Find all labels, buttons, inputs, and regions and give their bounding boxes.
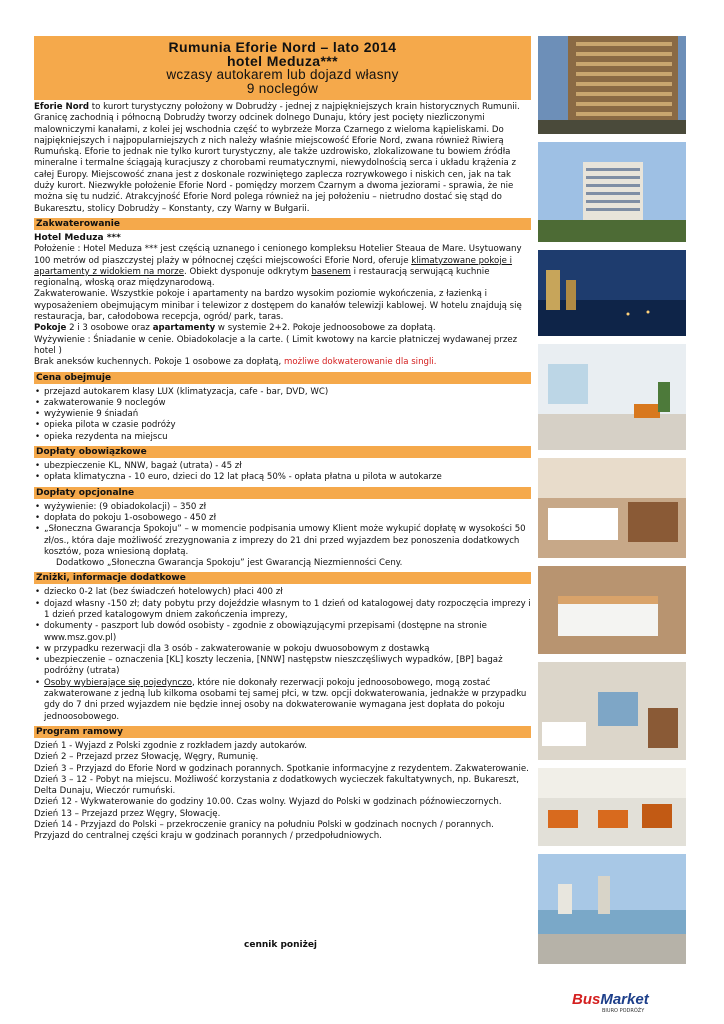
coast-night-photo bbox=[538, 250, 686, 336]
hotel-text-1: Położenie : Hotel Meduza *** jest częścią uznanego i cenionego kompleksu Hotelier Steaua de Mare. Usytuowany 100 metrów od piaszczystej plaży w północnej części miejscowości Eforie Nord, oferuje bbox=[34, 244, 522, 266]
intro-lead: Eforie Nord bbox=[34, 102, 90, 112]
cena-list bbox=[34, 387, 531, 443]
gwarancja-note: Dodatkowo „Słoneczna Gwarancja Spokoju” jest Gwarancją Niezmienności Ceny. bbox=[56, 558, 403, 569]
apartments-label: apartamenty bbox=[152, 323, 216, 334]
list-item bbox=[44, 678, 531, 723]
doplaty-opc-list bbox=[34, 502, 531, 558]
list-item: • dopłata do pokoju 1-osobowego - 450 zł bbox=[44, 513, 531, 524]
program-line: Dzień 12 - Wykwaterowanie do godziny 10.00. Czas wolny. Wyjazd do Polski w godzinach późnowieczornych. bbox=[34, 797, 502, 808]
hotel-name: Hotel Meduza *** bbox=[34, 232, 121, 243]
list-item: • wyżywienie: (9 obiadokolacji) – 350 zł bbox=[44, 502, 531, 513]
photo-column bbox=[538, 36, 686, 972]
hotel-text-2: . Obiekt dysponuje odkrytym bbox=[183, 266, 312, 277]
singles-text: , które nie dokonały rezerwacji pokoju jednoosobowego, mogą zostać zakwaterowane z jedną lub kilkoma osobami tej samej płci, w tzw. opcji dokwaterowania, jednakże w przypadku gdy do 7 dni przed wyjazdem nie będzie innej osoby na dokwaterowanie wymagana jest dopłata do pokoju jednoosobowego. bbox=[44, 677, 527, 722]
bedroom-photo-1 bbox=[538, 458, 686, 558]
list-item: • dokumenty - paszport lub dowód osobisty - zgodnie z obowiązującymi przepisami (dostępne na stronie www.msz.gov.pl) bbox=[44, 621, 531, 644]
intro-paragraph bbox=[34, 102, 531, 215]
section-znizki: Zniżki, informacje dodatkowe bbox=[34, 572, 531, 584]
logo-market: Market bbox=[600, 991, 649, 1008]
program-line: Dzień 13 – Przejazd przez Węgry, Słowację. bbox=[34, 808, 221, 819]
hotel-room-types bbox=[34, 323, 531, 334]
list-item: • „Słoneczna Gwarancja Spokoju” – w momencie podpisania umowy Klient może wykupić dopłatę w wysokości 50 zł/os., która daje możliwość zrezygnowania z imprezy do 21 dni przed wyjazdem bez ponoszenia dodatkowych kosztów, poza wniesioną dopłatą. bbox=[44, 524, 531, 558]
price-list-note: cennik poniżej bbox=[244, 940, 318, 950]
znizki-list bbox=[34, 587, 531, 723]
list-item: • zakwaterowanie 9 noclegów bbox=[44, 398, 531, 409]
program-line: Dzień 1 - Wyjazd z Polski zgodnie z rozkładem jazdy autokarów. bbox=[34, 740, 307, 751]
logo-bus: Bus bbox=[572, 991, 601, 1008]
list-item: • przejazd autokarem klasy LUX (klimatyzacja, cafe - bar, DVD, WC) bbox=[44, 387, 531, 398]
main-column bbox=[34, 36, 531, 843]
list-item: • dziecko 0-2 lat (bez świadczeń hotelowych) płaci 400 zł bbox=[44, 587, 531, 598]
hotel-building-photo bbox=[538, 142, 686, 242]
logo-subtitle: BIURO PODRÓŻY bbox=[602, 1008, 645, 1014]
title-banner bbox=[34, 36, 531, 100]
list-item: • w przypadku rezerwacji dla 3 osób - zakwaterowanie w pokoju dwuosobowym z dostawką bbox=[44, 644, 531, 655]
list-item: • ubezpieczenie KL, NNW, bagaż (utrata) - 45 zł bbox=[44, 461, 531, 472]
program-line: Dzień 3 – 12 - Pobyt na miejscu. Możliwość korzystania z dodatkowych wycieczek fakultatywnych, np. Bukareszt, Delta Dunaju, Wieczór rumuński. bbox=[34, 774, 520, 797]
list-item: • wyżywienie 9 śniadań bbox=[44, 409, 531, 420]
hotel-rooms-link: klimatyzowane pokoje i apartamenty z widokiem na morze bbox=[34, 255, 513, 277]
program-line: Dzień 14 - Przyjazd do Polski – przekroczenie granicy na południu Polski w godzinach nocnych / porannych. Przyjazd do centralnej części kraju w godzinach porannych / przedpołudniowych. bbox=[34, 820, 494, 842]
beach-photo bbox=[538, 854, 686, 964]
list-item: • opieka rezydenta na miejscu bbox=[44, 432, 531, 443]
rooms-text-2: w systemie 2+2. Pokoje jednoosobowe za dopłatą. bbox=[215, 323, 436, 334]
hotel-board: Wyżywienie : Śniadanie w cenie. Obiadokolacje a la carte. ( Limit kwotowy na karcie płatniczej wydawanej przez hotel ) bbox=[34, 334, 518, 356]
section-doplaty-opcjonalne: Dopłaty opcjonalne bbox=[34, 487, 531, 499]
list-item: • opieka pilota w czasie podróży bbox=[44, 420, 531, 431]
hotel-rooms-desc: Zakwaterowanie. Wszystkie pokoje i apartamenty na bardzo wysokim poziomie wykończenia, z łazienką i wyposażeniem obejmującym minibar i telewizor z dostępem do kanałów telewizji kablowej. W hotelu znajdują się restauracja, bar, całodobowa recepcja, ogród/ park, taras. bbox=[34, 289, 522, 323]
list-item: • dojazd własny -150 zł; daty pobytu przy dojeździe własnym to 1 dzień od katalogowej daty rozpoczęcia imprezy i 1 dzień przed katalogowym dniem zakończenia imprezy, bbox=[44, 599, 531, 622]
hotel-kitchen bbox=[34, 357, 531, 368]
program-line: Dzień 2 – Przejazd przez Słowację, Węgry, Rumunię. bbox=[34, 752, 259, 763]
section-cena: Cena obejmuje bbox=[34, 372, 531, 384]
section-doplaty-obowiazkowe: Dopłaty obowiązkowe bbox=[34, 446, 531, 458]
bedroom-photo-2 bbox=[538, 566, 686, 654]
kitchen-text: Brak aneksów kuchennych. Pokoje 1 osobowe za dopłatą, bbox=[34, 357, 285, 368]
hotel-location bbox=[34, 244, 531, 289]
rooms-text: 2 i 3 osobowe oraz bbox=[66, 323, 153, 334]
section-program: Program ramowy bbox=[34, 726, 531, 738]
busmarket-logo bbox=[572, 992, 692, 1022]
bedroom-photo-3 bbox=[538, 662, 686, 760]
intro-text: to kurort turystyczny położony w Dobrudży - jednej z najpiękniejszych krain historycznych Rumunii. Granicę zachodnią i północną Dobrudży tworzy odcinek dolnego Dunaju, który jest pocięty niezliczonymi malowniczymi kanałami, z kolei jej wschodnia część to wybrzeże Morza Czarnego z wieloma kąpieliskami. Do najpiękniejszych i najpopularniejszych z nich należy właśnie miejscowość Eforie Nord, zwana również Riwierą Rumuńską. Eforie to jednak nie tylko kurort turystyczny, ale także uzdrowisko, zlokalizowane tu bowiem źródła mineralne i termalne ściągają kuracjuszy z chorobami reumatycznymi, niewydolnością serca i układu krążenia z całej Europy. Miejscowość znana jest z doskonale rozwiniętego zaplecza rozrywkowego i niskich cen, jak na tak duży kurort. Niezwykłe położenie Eforie Nord - pomiędzy morzem Czarnym a dwoma jeziorami - sprawia, że nie można się tu nudzić. Atrakcyjność Eforie Nord polega również na jej położeniu – nietrudno dostać się stąd do Bukaresztu, stolicy Dobrudży – Konstanty, czy Warny w Bułgarii. bbox=[34, 102, 520, 214]
list-item: • opłata klimatyczna - 10 euro, dzieci do 12 lat płacą 50% - opłata płatna u pilota w autokarze bbox=[44, 472, 531, 483]
singles-link: Osoby wybierające się pojedynczo bbox=[44, 677, 192, 688]
doplaty-obow-list bbox=[34, 461, 531, 484]
lobby-photo bbox=[538, 768, 686, 846]
title-line-4: 9 noclegów bbox=[246, 81, 319, 96]
interior-corridor-photo bbox=[538, 344, 686, 450]
section-zakwaterowanie: Zakwaterowanie bbox=[34, 218, 531, 230]
rooms-label: Pokoje bbox=[34, 323, 67, 334]
title-line-2: hotel Meduza*** bbox=[226, 53, 338, 69]
hotel-facade-photo bbox=[538, 36, 686, 134]
singles-note: możliwe dokwaterowanie dla singli. bbox=[284, 357, 437, 368]
list-item: • ubezpieczenie – oznaczenia [KL] koszty leczenia, [NNW] następstw nieszczęśliwych wypadków, [BP] bagaż podróżny (utrata) bbox=[44, 655, 531, 678]
title-line-1: Rumunia Eforie Nord – lato 2014 bbox=[168, 39, 397, 55]
hotel-pool-link: basenem bbox=[311, 266, 351, 277]
hotel-text-3: i restauracją serwującą kuchnie regionalną, włoską oraz międzynarodową. bbox=[34, 266, 490, 289]
program-line: Dzień 3 – Przyjazd do Eforie Nord w godzinach porannych. Spotkanie informacyjne z rezydentem. Zakwaterowanie. bbox=[34, 763, 529, 774]
title-line-3: wczasy autokarem lub dojazd własny bbox=[166, 67, 399, 82]
